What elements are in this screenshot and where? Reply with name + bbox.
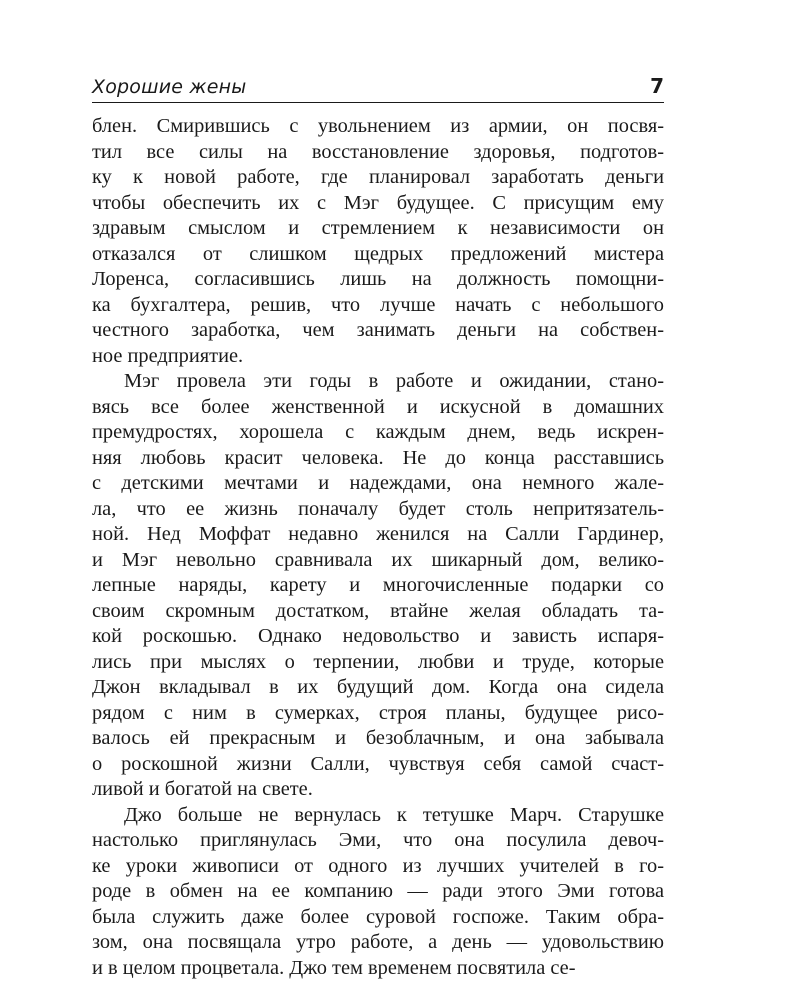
book-page — [92, 0, 664, 1000]
text-line: лись при мыслях о терпении, любви и труде, которые — [92, 650, 664, 673]
text-line: ку к новой работе, где планировал заработать деньги — [92, 166, 664, 188]
page-number: 7 — [650, 74, 664, 98]
paragraph — [92, 803, 664, 982]
text-line: чтобы обеспечить их с Мэг будущее. С присущим ему — [92, 191, 664, 214]
text-line: ке уроки живописи от одного из лучших учителей в го- — [92, 854, 664, 877]
text-line: ка бухгалтера, решив, что лучше начать с небольшого — [92, 293, 664, 316]
text-line: валось ей прекрасным и безоблачным, и она забывала — [92, 727, 664, 749]
text-line: Мэг провела эти годы в работе и ожидании, стано- — [124, 370, 664, 392]
text-line: ливой и богатой на свете. — [92, 778, 313, 800]
text-line: кой роскошью. Однако недовольство и зависть испаря- — [92, 625, 664, 647]
text-line: зом, она посвящала утро работе, а день — удовольствию — [92, 931, 664, 953]
text-line: с детскими мечтами и надеждами, она немного жале- — [92, 472, 664, 494]
body-text — [92, 114, 664, 981]
running-header — [92, 72, 664, 103]
text-line: тил все силы на восстановление здоровья, подготов- — [92, 140, 664, 163]
paragraph — [92, 369, 664, 803]
text-line: Лоренса, согласившись лишь на должность помощни- — [92, 268, 664, 290]
text-line: вясь все более женственной и искусной в домашних — [92, 395, 664, 418]
text-line: лепные наряды, карету и многочисленные подарки со — [92, 574, 664, 596]
text-line: была служить даже более суровой госпоже. Таким обра- — [92, 905, 664, 928]
text-line: блен. Смирившись с увольнением из армии, он посвя- — [92, 115, 664, 137]
text-line: Джо больше не вернулась к тетушке Марч. Старушке — [124, 803, 664, 826]
text-line: Джон вкладывал в их будущий дом. Когда она сидела — [92, 676, 664, 698]
text-line: ла, что ее жизнь поначалу будет столь непритязатель- — [92, 497, 664, 520]
text-line: здравым смыслом и стремлением к независимости он — [92, 217, 664, 239]
text-line: няя любовь красит человека. Не до конца расставшись — [92, 446, 664, 469]
paragraph — [92, 114, 664, 369]
text-line: рядом с ним в сумерках, строя планы, будущее рисо- — [92, 701, 664, 724]
text-line: своим скромным достатком, втайне желая обладать та- — [92, 599, 664, 622]
text-line: премудростях, хорошела с каждым днем, ведь искрен- — [92, 421, 664, 443]
text-line: ной. Нед Моффат недавно женился на Салли Гардинер, — [92, 523, 664, 545]
text-line: честного заработка, чем занимать деньги на собствен- — [92, 319, 664, 341]
text-line: роде в обмен на ее компанию — ради этого Эми готова — [92, 880, 664, 902]
text-line: о роскошной жизни Салли, чувствуя себя самой счаст- — [92, 752, 664, 775]
text-line: ное предприятие. — [92, 344, 244, 367]
text-line: настолько приглянулась Эми, что она посулила девоч- — [92, 829, 664, 851]
text-line: и в целом процветала. Джо тем временем посвятила се- — [92, 956, 576, 979]
running-title: Хорошие жены — [92, 76, 247, 98]
text-line: и Мэг невольно сравнивала их шикарный дом, велико- — [92, 548, 664, 571]
text-line: отказался от слишком щедрых предложений мистера — [92, 242, 664, 265]
